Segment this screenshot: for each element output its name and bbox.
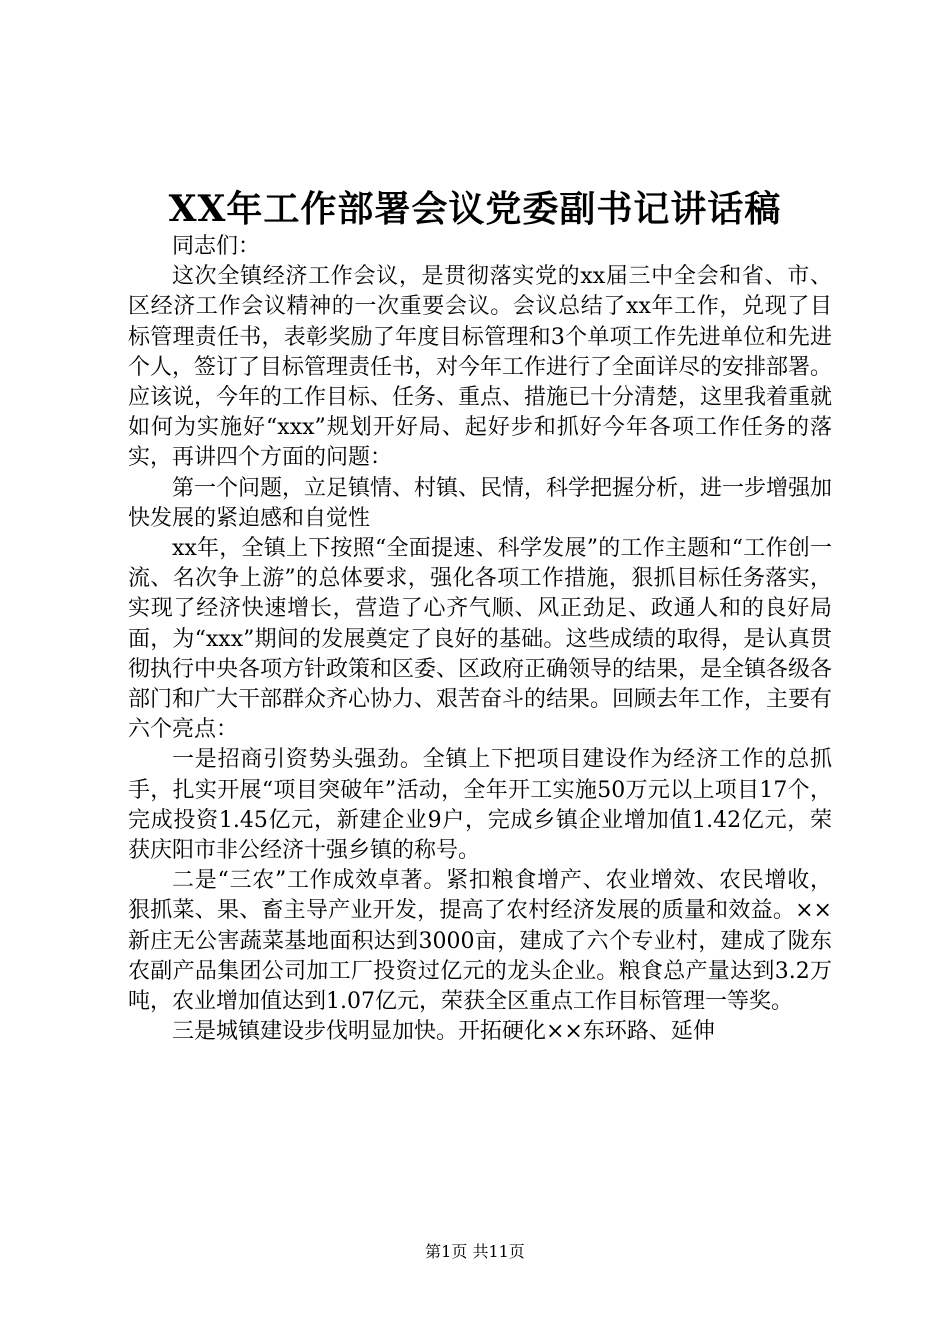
paragraph-highlight-3: 三是城镇建设步伐明显加快。开拓硬化××东环路、延伸 (172, 1019, 715, 1045)
paragraph-review: xx年，全镇上下按照“全面提速、科学发展”的工作主题和“工作创一流、名次争上游”的总体要求，强化各项工作措施，狠抓目标任务落实，实现了经济快速增长，营造了心齐气顺、风正劲足、政通人和的良好局面，为“xxx”期间的发展奠定了良好的基础。这些成绩的取得，是认真贯彻执行中央各项方针政策和区委、区政府正确领导的结果，是全镇各级各部门和广大干部群众齐心协力、艰苦奋斗的结果。回顾去年工作，主要有六个亮点： (128, 536, 833, 743)
paragraph-section-heading: 第一个问题，立足镇情、村镇、民情，科学把握分析，进一步增强加快发展的紧迫感和自觉性 (128, 475, 833, 531)
page-footer: 第1页 共11页 (425, 1242, 525, 1261)
paragraph-intro: 这次全镇经济工作会议，是贯彻落实党的xx届三中全会和省、市、区经济工作会议精神的一次重要会议。会议总结了xx年工作，兑现了目标管理责任书，表彰奖励了年度目标管理和3个单项工作先进单位和先进个人，签订了目标管理责任书，对今年工作进行了全面详尽的安排部署。应该说，今年的工作目标、任务、重点、措施已十分清楚，这里我着重就如何为实施好“xxx”规划开好局、起好步和抓好今年各项工作任务的落实，再讲四个方面的问题： (128, 264, 833, 471)
paragraph-highlight-1: 一是招商引资势头强劲。全镇上下把项目建设作为经济工作的总抓手，扎实开展“项目突破年”活动，全年开工实施50万元以上项目17个，完成投资1.45亿元，新建企业9户，完成乡镇企业增加值1.42亿元，荣获庆阳市非公经济十强乡镇的称号。 (128, 747, 832, 864)
document-body (128, 232, 832, 1047)
paragraph-highlight-2: 二是“三农”工作成效卓著。紧扣粮食增产、农业增效、农民增收，狠抓菜、果、畜主导产业开发，提高了农村经济发展的质量和效益。××新庄无公害蔬菜基地面积达到3000亩，建成了六个专业村，建成了陇东农副产品集团公司加工厂投资过亿元的龙头企业。粮食总产量达到3.2万吨，农业增加值达到1.07亿元，荣获全区重点工作目标管理一等奖。 (128, 868, 832, 1015)
paragraph-salutation: 同志们： (172, 234, 261, 259)
document-title: XX年工作部署会议党委副书记讲话稿 (168, 188, 782, 230)
